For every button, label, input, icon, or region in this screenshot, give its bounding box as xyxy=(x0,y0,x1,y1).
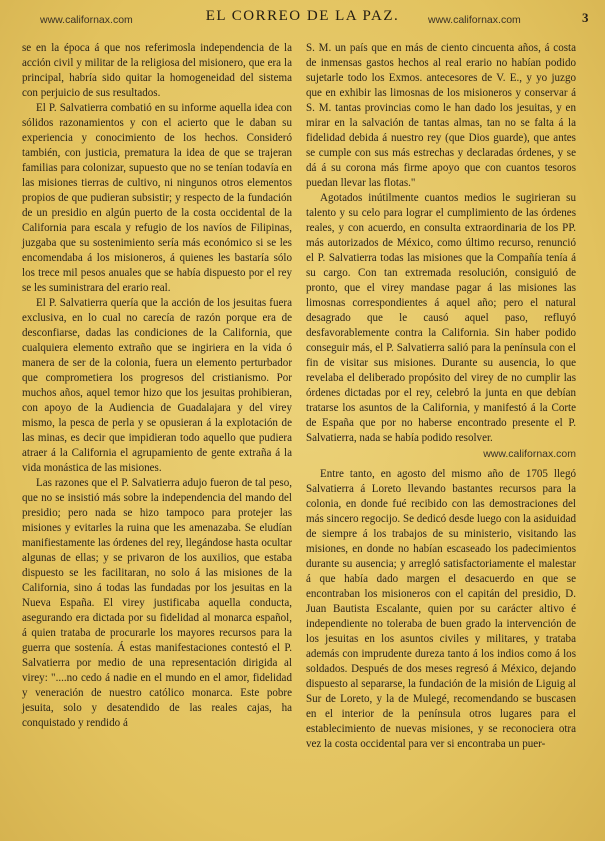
paragraph: Las razones que el P. Salvatierra adujo fueron de tal peso, que no se insistió más sobre la independencia del mando del presidio; pero nada se hizo tampoco para protejer las misiones y evitarles la ruina que les amenazaba. Se eludían manifiestamente las órdenes del rey, llegándose hasta ocultar algunas de ellas; y se privaron de los auxilios, que estaba dispuesto se les facilitaran, no solo á las misiones de la California, sino á todas las fundadas por los jesuitas en la Nueva España. El virey justificaba aquella conducta, asegurando era dictada por su fidelidad al monarca español, á quien trataba de procurarle los mayores recursos para la guerra que sostenía. Á estas manifestaciones contestó el P. Salvatierra por medio de una representación dirigida al virey: "....no cedo á nadie en el mundo en el amor, fidelidad y veneración de nuestro católico monarca. Este pobre jesuita, solo y desatendido de las reales cajas, ha conquistado y rendido á xyxy=(22,477,292,729)
paragraph: S. M. un país que en más de ciento cincuenta años, á costa de inmensas gastos hechos al real erario no habían podido sujetarle todo los Exmos. antecesores de V. E., y yo juzgo que en exhibir las limosnas de los misioneros y conservar á S. M. tantas provincias como le han dado los jesuitas, y en mirar en la salvación de tantas almas, tan no se falta á la fidelidad debida á nuestro rey (que Dios guarde), que antes se cumple con sus más estrechas y declaradas órdenes, y se dá á su corona más firme apoyo que con cuantos tesoros puedan llevar las flotas." xyxy=(306,42,576,189)
page-header xyxy=(0,8,605,30)
page-number: 3 xyxy=(582,10,589,25)
newspaper-title: EL CORREO DE LA PAZ. xyxy=(205,8,400,24)
paragraph: Agotados inútilmente cuantos medios le sugirieran su talento y su celo para lograr el cumplimiento de las órdenes reales, y con acuerdo, en consulta extraordinaria de los PP. más autorizados de México, como último recurso, renunció el P. Salvatierra todas las misiones que la Compañía tenía á su cargo. Con tan extremada resolución, consiguió de pronto, que el virey mandase pagar á las misiones las limosnas correspondientes á aquel año; pero el natural desagrado que le causó aquel paso, refluyó desfavorablemente contra la California. Sin haber podido conseguir más, el P. Salvatierra salió para la península con el fin de visitar sus misiones. Durante su ausencia, lo que revelaba el deliberado propósito del virey de no cumplir las órdenes dictadas por el rey, celebró la junta en que debían tratarse los asuntos de la California, y manifestó á la Corte de España que por no haberse encontrado presente el P. Salvatierra, nada se había podido resolver. xyxy=(306,192,576,444)
paragraph: se en la época á que nos referimosla independencia de la acción civil y militar de la religiosa del misionero, que era la principal, habría sido quitar la homogeneidad del sistema con perjuicio de sus resultados. xyxy=(22,42,292,99)
website-watermark: www.californax.com xyxy=(483,448,576,460)
paragraph: Entre tanto, en agosto del mismo año de 1705 llegó Salvatierra á Loreto llevando bastantes recursos para la colonia, en donde fué recibido con las demostraciones del más sincero regocijo. Se dedicó desde luego con la asiduidad de siempre á los trabajos de su ministerio, visitando las misiones, en donde no habían escaseado los padecimientos durante su ausencia; y arregló satisfactoriamente el malestar á que había dado margen el desacuerdo en que se encontraban los misioneros con el capitán del presidio, D. Juan Bautista Escalante, quien por su carácter altivo é independiente no toleraba de buen grado la intervención de los jesuitas en los asuntos civiles y militares, y trataba además con imprudente dureza tanto á los indios como á los soldados. Después de dos meses regresó á México, dejando dispuesto al separarse, la fundación de la misión de Liguig al Sur de Loreto, y la de Mulegé, recomendando se buscasen en el interior de la península otros lugares para el establecimiento de nuevas misiones, y se reconociera otra vez la costa occidental para ver si encontraba un puer- xyxy=(306,468,576,750)
paragraph: El P. Salvatierra quería que la acción de los jesuitas fuera exclusiva, en lo cual no carecía de razón porque era de desconfiarse, dadas las condiciones de la California, que cualquiera elemento extraño que se ingiriera en la vida ó manera de ser de la colonia, fuera un elemento perturbador que comprometiera los progresos del cristianismo. Por muchos años, aquel temor hizo que los jesuitas prohibieran, con apoyo de la Audiencia de Guadalajara y del virey mismo, la pesca de perla y se opusieran á la explotación de las minas, es decir que impidieran todo aquello que pudiera atraer á la California el agrupamiento de gente extraña á la vida monástica de las misiones. xyxy=(22,297,292,474)
left-column xyxy=(22,41,292,731)
right-column xyxy=(306,41,576,752)
website-left: www.californax.com xyxy=(40,14,133,26)
website-right: www.californax.com xyxy=(428,14,521,26)
paragraph: El P. Salvatierra combatió en su informe aquella idea con sólidos razonamientos y con el acierto que le daban su experiencia y conocimiento de los hechos. Consideró también, con justicia, prematura la idea de que se trajeran familias para colonizar, supuesto que no se tenían todavía en las misiones tierras de cultivo, ni ningunos otros elementos propios de que pudieran subsistir; y respecto de la fundación de un presidio en algún puerto de la costa occidental de la California para escala y refugio de los navíos de Filipinas, juzgaba que su sostenimiento sería más económico si se les encomendaba á los misioneros, á quienes les bastaría sólo los trece mil pesos anuales que se había dispuesto por el rey se les suministrara del erario real. xyxy=(22,102,292,294)
